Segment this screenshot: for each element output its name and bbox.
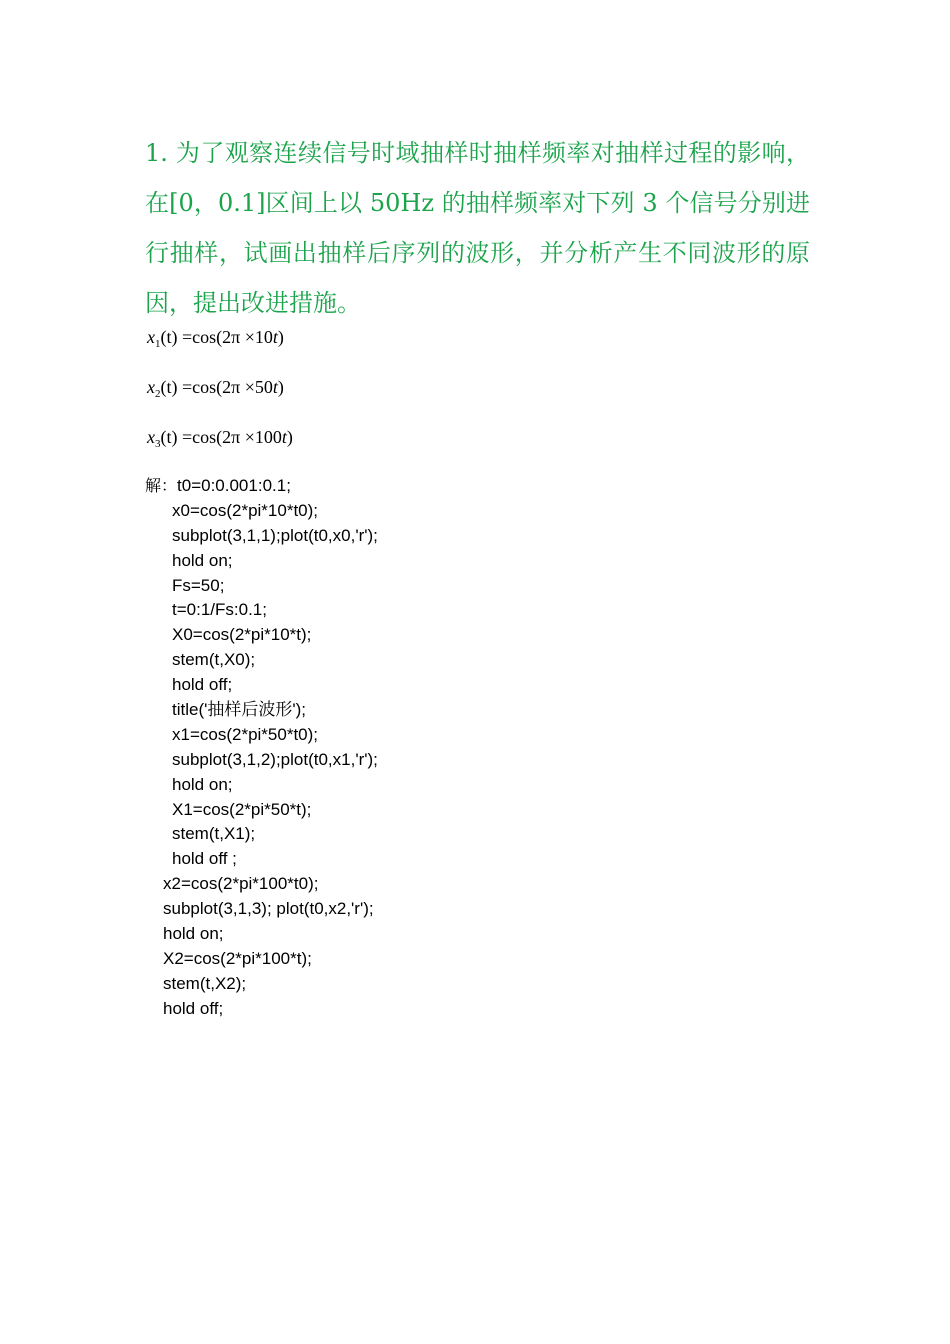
code-line: stem(t,X2); — [163, 973, 247, 993]
answer-code — [145, 474, 378, 1022]
code-line: hold on; — [172, 774, 233, 794]
code-line — [145, 474, 378, 499]
formula-close: ) — [286, 427, 293, 447]
formula-sub: 1 — [155, 338, 161, 350]
formula-sub: 3 — [155, 438, 161, 450]
code-line: X1=cos(2*pi*50*t); — [172, 799, 312, 819]
code-line: subplot(3,1,2);plot(t0,x1,'r'); — [172, 749, 378, 769]
code-line: X0=cos(2*pi*10*t); — [172, 625, 312, 645]
formula-close: ) — [277, 377, 284, 397]
code-line: hold on; — [172, 550, 233, 570]
formula-x3 — [147, 422, 293, 472]
code-line: x1=cos(2*pi*50*t0); — [172, 724, 319, 744]
code-block-b — [145, 872, 378, 1021]
formula-close: ) — [277, 327, 284, 347]
code-line: hold off; — [163, 998, 224, 1018]
formula-t: t — [272, 377, 278, 397]
formula-t: t — [272, 327, 278, 347]
code-line: x0=cos(2*pi*10*t0); — [172, 500, 319, 520]
formula-rhs: =cos(2π ×10 — [177, 327, 273, 347]
code-line: hold off; — [172, 675, 233, 695]
formula-arg: (t) — [160, 427, 178, 447]
formula-rhs: =cos(2π ×50 — [177, 377, 273, 397]
formula-var: x — [147, 327, 155, 347]
formula-arg: (t) — [160, 327, 178, 347]
formula-rhs: =cos(2π ×100 — [177, 427, 282, 447]
code-line: x2=cos(2*pi*100*t0); — [163, 874, 319, 894]
formula-x1 — [147, 322, 293, 372]
formula-x2 — [147, 372, 293, 422]
code-line: hold off ; — [172, 849, 237, 869]
code-line: hold on; — [163, 924, 224, 944]
formula-var: x — [147, 427, 155, 447]
code-line: stem(t,X1); — [172, 824, 256, 844]
formula-list — [147, 322, 293, 472]
code-line: subplot(3,1,3); plot(t0,x2,'r'); — [163, 899, 374, 919]
code-line: t=0:1/Fs:0.1; — [172, 600, 267, 620]
answer-label: 解： — [145, 476, 178, 495]
formula-arg: (t) — [160, 377, 178, 397]
code-line: stem(t,X0); — [172, 650, 256, 670]
question-text: 1. 为了观察连续信号时域抽样时抽样频率对抽样过程的影响，在[0，0.1]区间上以 50Hz 的抽样频率对下列 3 个信号分别进行抽样，试画出抽样后序列的波形，并分析产生不同波形的原因，提出改进措施。 — [145, 139, 810, 317]
code-line: Fs=50; — [172, 575, 225, 595]
formula-sub: 2 — [155, 388, 161, 400]
code-block-a — [145, 499, 378, 872]
code-text: t0=0:0.001:0.1; — [177, 476, 291, 495]
code-line: title('抽样后波形'); — [172, 700, 306, 720]
code-line: X2=cos(2*pi*100*t); — [163, 948, 312, 968]
formula-var: x — [147, 377, 155, 397]
formula-t: t — [281, 427, 287, 447]
code-line: subplot(3,1,1);plot(t0,x0,'r'); — [172, 525, 378, 545]
